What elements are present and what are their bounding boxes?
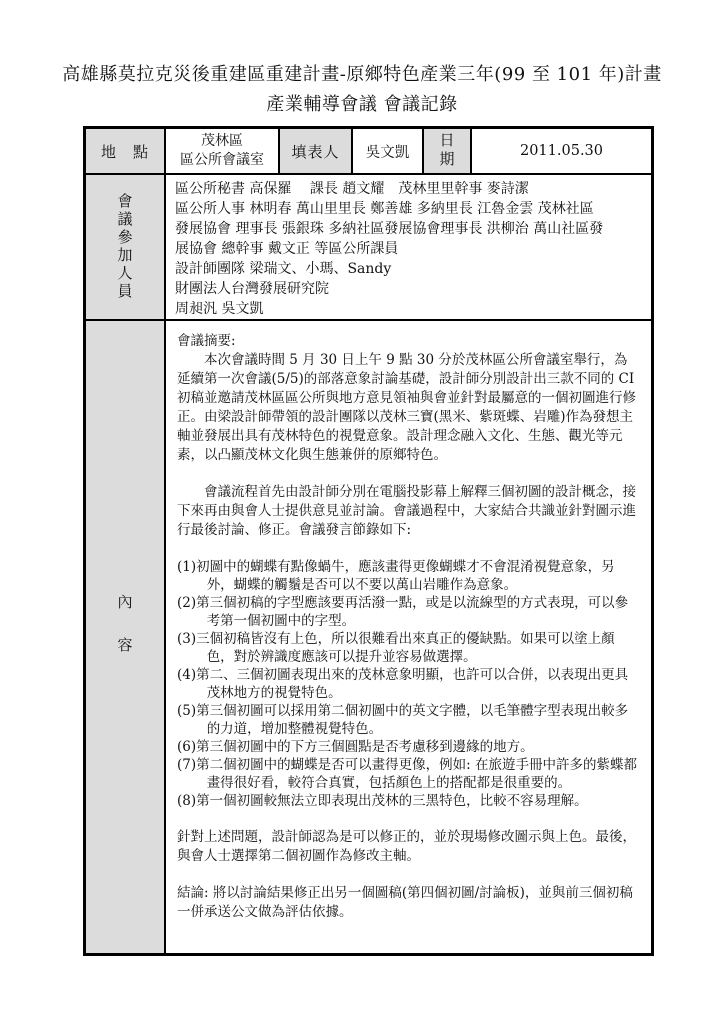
- content-block-blank: [177, 866, 640, 884]
- date-value: 2011.05.30: [519, 143, 604, 159]
- content-label: 內容: [115, 594, 134, 680]
- content-block-item: (5)第三個初圖可以採用第二個初圖中的英文字體，以毛筆體字型表現出較多的力道，增加整體視覺特色。: [177, 703, 629, 737]
- filler-value-cell: [353, 129, 424, 175]
- content-block-para: 會議流程首先由設計師分別在電腦投影幕上解釋三個初圖的設計概念，接下來再由與會人士提供意見並討論。會議過程中，大家結合共識並針對圖示進行最後討論、修正。會議發言節錄如下:: [177, 484, 636, 538]
- content-block-item: (6)第三個初圖中的下方三個圓點是否考慮移到邊緣的地方。: [177, 739, 534, 755]
- location-value-line-1: 茂林區: [201, 133, 243, 149]
- content-block-item: (7)第二個初圖中的蝴蝶是否可以畫得更像，例如: 在旅遊手冊中許多的紫蝶都畫得很好看，較符合真實，包括顏色上的搭配都是很重要的。: [177, 757, 637, 791]
- title-line-1: 高雄縣莫拉克災後重建區重建計畫-原鄉特色產業三年(99 至 101 年)計畫: [62, 64, 662, 85]
- filler-value: 吳文凱: [365, 144, 410, 161]
- participants-line: 區公所秘書 高保羅 課長 趙文耀 茂林里里幹事 麥詩潔: [175, 181, 529, 197]
- participants-line: 設計師團隊 梁瑞文、小瑪、Sandy: [175, 261, 392, 277]
- document-title: [0, 60, 724, 120]
- filler-label-cell: [280, 129, 353, 175]
- date-label: 日期: [437, 132, 456, 170]
- content-block-item: (3)三個初稿皆沒有上色，所以很難看出來真正的優缺點。如果可以塗上顏色，對於辨識度應該可以提升並容易做選擇。: [177, 631, 615, 665]
- content-block-blank: [177, 465, 640, 483]
- content-block-item: (4)第二、三個初圖表現出來的茂林意象明顯，也許可以合併，以表現出更具茂林地方的視覺特色。: [177, 667, 629, 701]
- date-value-cell: [472, 129, 651, 175]
- participants-line: 財團法人台灣發展研究院: [175, 281, 329, 297]
- participants-line: 發展協會 理事長 張銀珠 多納社區發展協會理事長 洪柳治 萬山社區發: [175, 221, 604, 237]
- content-block-item: (2)第三個初稿的字型應該要再活潑一點，或是以流線型的方式表現，可以參考第一個初圖中的字型。: [177, 595, 629, 629]
- location-value-line-2: 區公所會議室: [180, 152, 264, 168]
- filler-label: 填表人: [291, 142, 340, 161]
- participants-lines: [166, 175, 651, 321]
- title-line-2: 產業輔導會議 會議記錄: [266, 94, 458, 115]
- content-block-blank: [177, 810, 640, 828]
- location-value-cell: [166, 129, 280, 175]
- content-block-item: (1)初圖中的蝴蝶有點像蝸牛，應該畫得更像蝴蝶才不會混淆視覺意象，另外，蝴蝶的觸鬚是否可以不要以萬山岩雕作為意象。: [177, 559, 615, 593]
- participants-label: 會議參加人員: [115, 193, 134, 301]
- content-block-blank: [177, 540, 640, 558]
- location-label: 地 點: [100, 142, 149, 161]
- content-blocks: [166, 321, 651, 953]
- location-label-cell: [86, 129, 166, 175]
- content-block-plain: 針對上述問題，設計師認為是可以修正的，並於現場修改圖示與上色。最後，與會人士選擇第二個初圖作為修改主軸。: [177, 829, 636, 864]
- content-block-item: (8)第一個初圖較無法立即表現出茂林的三黑特色，比較不容易理解。: [177, 793, 588, 809]
- date-label-cell: [424, 129, 472, 175]
- content-block-line: 會議摘要:: [177, 333, 236, 349]
- participants-label-cell: [86, 175, 166, 321]
- minutes-table: [83, 126, 654, 956]
- content-block-plain: 結論: 將以討論結果修正出另一個圖稿(第四個初圖/討論板)，並與前三個初稿一併承送公文做為評估依據。: [177, 885, 633, 920]
- participants-line: 展協會 總幹事 戴文正 等區公所課員: [175, 241, 399, 257]
- participants-line: 周昶汎 吳文凱: [175, 301, 264, 317]
- content-block-para: 本次會議時間 5 月 30 日上午 9 點 30 分於茂林區公所會議室舉行，為延續第一次會議(5/5)的部落意象討論基礎，設計師分別設計出三款不同的 CI 初稿並邀請茂林區區公所與地方意見領袖與會並針對最屬意的一個初圖進行修正。由梁設計師帶領的設計團隊以茂林三寶(黑米、紫斑蝶、岩雕)作為發想主軸並發展出具有茂林特色的視覺意象。設計理念融入文化、生態、觀光等元素，以凸顯茂林文化與生態兼併的原鄉特色。: [177, 352, 636, 463]
- content-label-cell: [86, 321, 166, 953]
- participants-line: 區公所人事 林明春 萬山里里長 鄭善雄 多納里長 江魯金雲 茂林社區: [175, 201, 594, 217]
